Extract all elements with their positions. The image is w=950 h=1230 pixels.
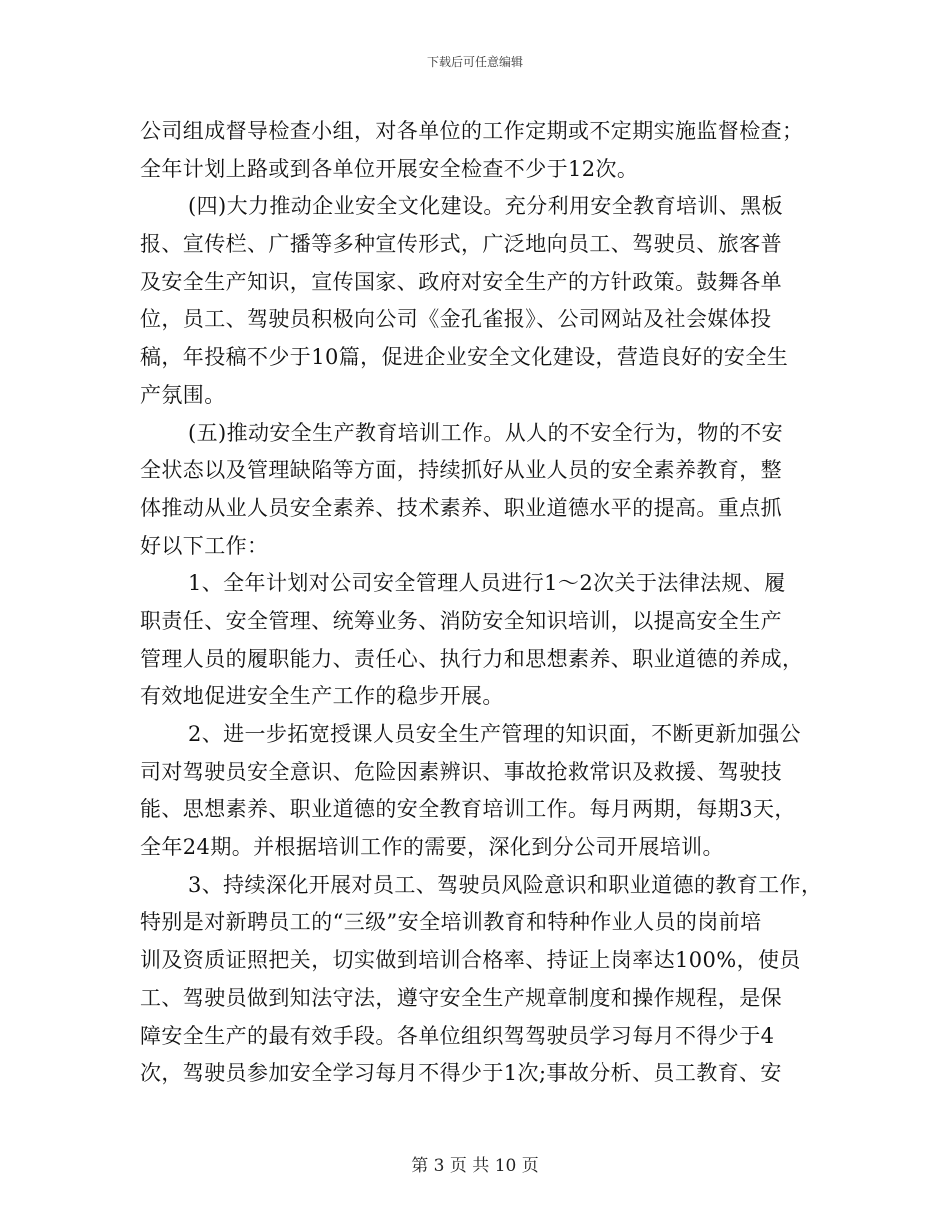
text-line: 训及资质证照把关，切实做到培训合格率、持证上岗率达100%，使员 xyxy=(140,948,801,973)
text-line: 能、思想素养、职业道德的安全教育培训工作。每月两期，每期3天， xyxy=(140,797,796,822)
text-line: 障安全生产的最有效手段。各单位组织驾驾驶员学习每月不得少于4 xyxy=(140,1023,775,1048)
text-line: 工、驾驶员做到知法守法，遵守安全生产规章制度和操作规程，是保 xyxy=(140,985,782,1010)
paragraph-start-line: 3、持续深化开展对员工、驾驶员风险意识和职业道德的教育工作， xyxy=(188,872,823,897)
text-line: 报、宣传栏、广播等多种宣传形式，广泛地向员工、驾驶员、旅客普 xyxy=(140,232,782,257)
text-line: 管理人员的履职能力、责任心、执行力和思想素养、职业道德的养成， xyxy=(140,646,804,671)
paragraph-start-line: (四)大力推动企业安全文化建设。充分利用安全教育培训、黑板 xyxy=(188,194,783,219)
text-line: 产氛围。 xyxy=(140,382,226,407)
page-footer: 第 3 页 共 10 页 xyxy=(411,1156,539,1176)
text-line: 位，员工、驾驶员积极向公司《金孔雀报》、公司网站及社会媒体投 xyxy=(140,307,772,332)
text-line: 体推动从业人员安全素养、技术素养、职业道德水平的提高。重点抓 xyxy=(140,495,782,520)
text-line: 全年24期。并根据培训工作的需要，深化到分公司开展培训。 xyxy=(140,835,724,860)
text-line: 及安全生产知识，宣传国家、政府对安全生产的方针政策。鼓舞各单 xyxy=(140,269,782,294)
text-line: 全状态以及管理缺陷等方面，持续抓好从业人员的安全素养教育，整 xyxy=(140,458,782,483)
text-line: 次，驾驶员参加安全学习每月不得少于1次;事故分析、员工教育、安 xyxy=(140,1061,782,1086)
text-line: 稿，年投稿不少于10篇，促进企业安全文化建设，营造良好的安全生 xyxy=(140,345,789,370)
paragraph-start-line: 2、进一步拓宽授课人员安全生产管理的知识面，不断更新加强公 xyxy=(188,722,801,746)
text-line: 公司组成督导检查小组，对各单位的工作定期或不定期实施监督检查； xyxy=(140,119,804,143)
text-line: 司对驾驶员安全意识、危险因素辨识、事故抢救常识及救援、驾驶技 xyxy=(140,759,782,784)
text-line: 有效地促进安全生产工作的稳步开展。 xyxy=(140,684,504,709)
paragraph-start-line: 1、全年计划对公司安全管理人员进行1～2次关于法律法规、履 xyxy=(188,571,786,596)
paragraph-start-line: (五)推动安全生产教育培训工作。从人的不安全行为，物的不安 xyxy=(188,420,783,445)
text-line: 好以下工作： xyxy=(140,533,269,558)
body-text xyxy=(140,113,823,1093)
text-line: 特别是对新聘员工的“三级”安全培训教育和特种作业人员的岗前培 xyxy=(140,910,762,935)
page-header: 下载后可任意编辑 xyxy=(426,55,523,69)
text-line: 全年计划上路或到各单位开展安全检查不少于12次。 xyxy=(140,156,639,181)
text-line: 职责任、安全管理、统筹业务、消防安全知识培训，以提高安全生产 xyxy=(140,608,782,633)
